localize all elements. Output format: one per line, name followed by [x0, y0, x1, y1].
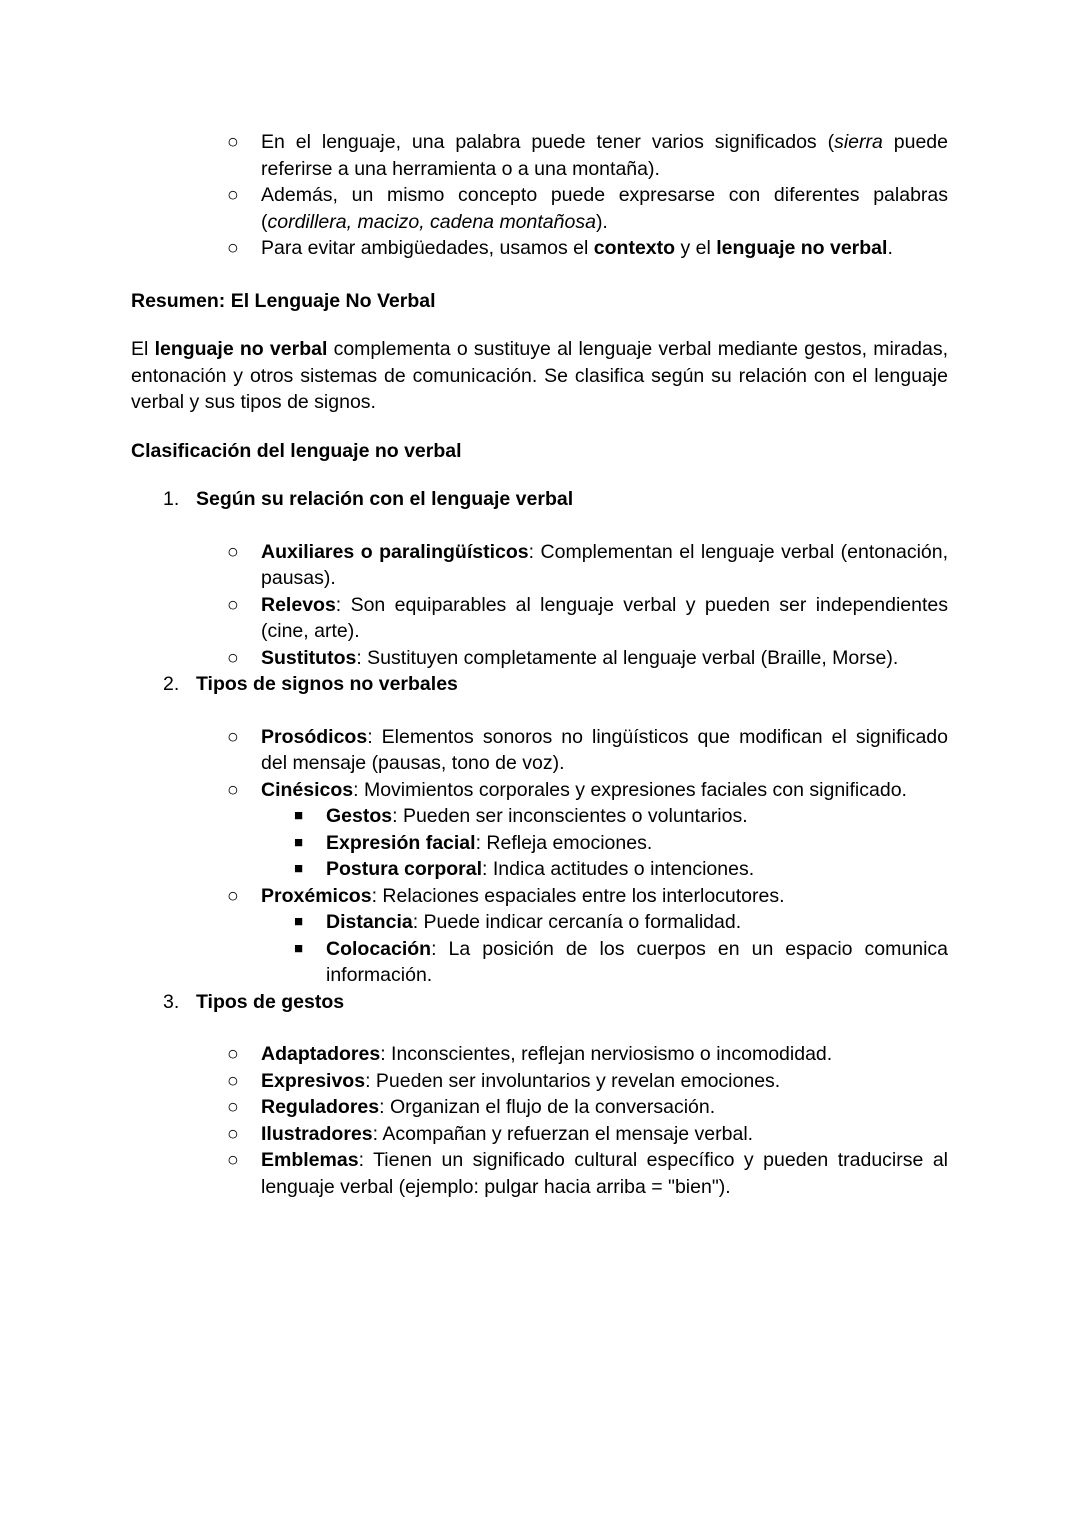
- circle-bullet-icon: ○: [227, 778, 239, 801]
- list-item: ○ Para evitar ambigüedades, usamos el contexto y el lenguaje no verbal.: [131, 235, 948, 262]
- list-item: ○ Auxiliares o paralingüísticos: Complementan el lenguaje verbal (entonación, pausas).: [227, 540, 949, 589]
- circle-bullet-icon: ○: [227, 184, 239, 206]
- sub-list-item: ■ Distancia: Puede indicar cercanía o formalidad.: [131, 909, 948, 936]
- circle-bullet-icon: ○: [227, 540, 239, 563]
- square-bullet-icon: ■: [294, 807, 304, 824]
- circle-bullet-icon: ○: [227, 1096, 239, 1118]
- circle-bullet-icon: ○: [227, 1069, 239, 1092]
- sub-list-item: ■ Colocación: La posición de los cuerpos en un espacio comunica información.: [294, 937, 948, 986]
- square-bullet-icon: ■: [294, 939, 304, 957]
- list-item: ○ Expresivos: Pueden ser involuntarios y revelan emociones.: [131, 1068, 948, 1095]
- circle-bullet-icon: ○: [227, 725, 239, 748]
- circle-bullet-icon: ○: [227, 1043, 239, 1065]
- list-number: 2.: [163, 673, 180, 695]
- list-item: ○ Reguladores: Organizan el flujo de la conversación.: [131, 1094, 948, 1121]
- summary-heading: Resumen: El Lenguaje No Verbal: [131, 289, 436, 312]
- sub-list-item: ■ Expresión facial: Refleja emociones.: [131, 830, 948, 857]
- list-item: ○ Cinésicos: Movimientos corporales y expresiones faciales con significado.: [131, 777, 948, 804]
- list-item: ○ Sustitutos: Sustituyen completamente al lenguaje verbal (Braille, Morse).: [131, 645, 948, 672]
- circle-bullet-icon: ○: [227, 131, 239, 153]
- square-bullet-icon: ■: [294, 913, 304, 930]
- list-item: ○ Ilustradores: Acompañan y refuerzan el mensaje verbal.: [131, 1121, 948, 1148]
- list-item: ○ En el lenguaje, una palabra puede tener varios significados (sierra puede referirse a una herramienta o a una montaña).: [227, 131, 948, 180]
- list-item: ○ Adaptadores: Inconscientes, reflejan nerviosismo o incomodidad.: [131, 1041, 948, 1068]
- list-number: 3.: [163, 990, 180, 1013]
- sub-list-item: ■ Gestos: Pueden ser inconscientes o voluntarios.: [131, 803, 948, 830]
- circle-bullet-icon: ○: [227, 884, 239, 907]
- list-item: ○ Prosódicos: Elementos sonoros no lingüísticos que modifican el significado del mensaje (pausas, tono de voz).: [227, 725, 948, 774]
- classification-heading: Clasificación del lenguaje no verbal: [131, 439, 462, 462]
- document-page: [131, 129, 948, 1200]
- list-item: ○ Proxémicos: Relaciones espaciales entre los interlocutores.: [131, 883, 948, 910]
- section-title: 2. Tipos de signos no verbales: [131, 671, 948, 698]
- list-number: 1.: [163, 488, 180, 510]
- sub-list-item: ■ Postura corporal: Indica actitudes o intenciones.: [131, 856, 948, 883]
- section-title: 3. Tipos de gestos: [131, 989, 948, 1016]
- circle-bullet-icon: ○: [227, 593, 239, 616]
- circle-bullet-icon: ○: [227, 1149, 239, 1171]
- section-title: 1. Según su relación con el lenguaje verbal: [131, 486, 948, 513]
- square-bullet-icon: ■: [294, 833, 304, 851]
- square-bullet-icon: ■: [294, 860, 304, 877]
- list-item: ○ Emblemas: Tienen un significado cultural específico y pueden traducirse al lenguaje verbal (ejemplo: pulgar hacia arriba = "bien").: [227, 1149, 948, 1198]
- summary-paragraph: El lenguaje no verbal complementa o sustituye al lenguaje verbal mediante gestos, miradas, entonación y otros sistemas de comunicación. Se clasifica según su relación con el lenguaje verbal y sus tipos de signos.: [131, 338, 949, 413]
- list-item: ○ Relevos: Son equiparables al lenguaje verbal y pueden ser independientes (cine, arte).: [227, 593, 948, 642]
- circle-bullet-icon: ○: [227, 646, 239, 669]
- list-item: ○ Además, un mismo concepto puede expresarse con diferentes palabras (cordillera, macizo, cadena montañosa).: [227, 184, 948, 233]
- circle-bullet-icon: ○: [227, 1122, 239, 1145]
- circle-bullet-icon: ○: [227, 237, 239, 259]
